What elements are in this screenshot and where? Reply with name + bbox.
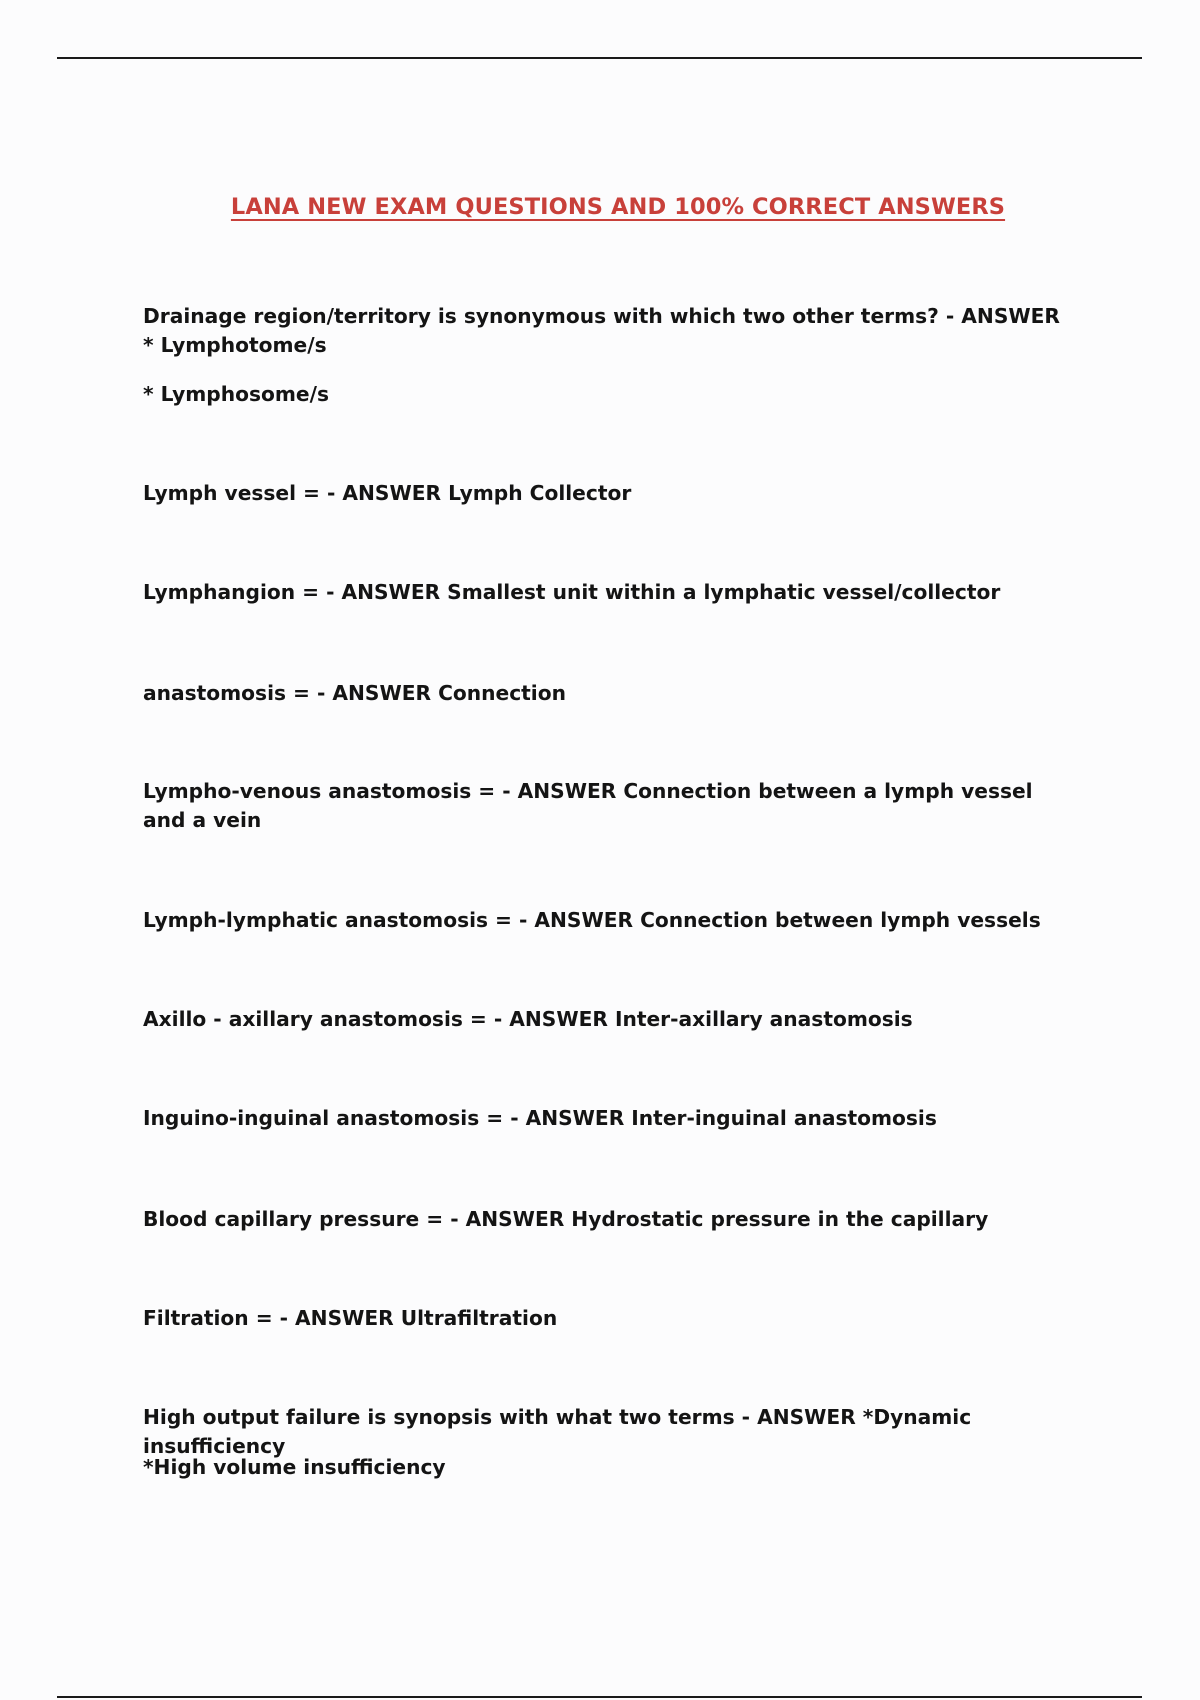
qa-entry-axillo-axillary: Axillo - axillary anastomosis = - ANSWER Inter-axillary anastomosis	[143, 1007, 913, 1031]
footer-rule	[57, 1696, 1142, 1698]
qa-entry-high-volume: *High volume insufficiency	[143, 1455, 446, 1479]
qa-entry-blood-capillary: Blood capillary pressure = - ANSWER Hydrostatic pressure in the capillary	[143, 1207, 989, 1231]
qa-entry-filtration: Filtration = - ANSWER Ultrafiltration	[143, 1306, 558, 1330]
qa-entry-lymphosome: * Lymphosome/s	[143, 382, 329, 406]
qa-entry-high-output-failure: High output failure is synopsis with what two terms - ANSWER *Dynamic insufficiency	[143, 1405, 972, 1458]
header-rule	[57, 57, 1142, 59]
qa-entry-lymph-vessel: Lymph vessel = - ANSWER Lymph Collector	[143, 481, 632, 505]
qa-entry-anastomosis: anastomosis = - ANSWER Connection	[143, 681, 566, 705]
qa-entry-lymph-lymphatic: Lymph-lymphatic anastomosis = - ANSWER Connection between lymph vessels	[143, 908, 1041, 932]
qa-entry-inguino-inguinal: Inguino-inguinal anastomosis = - ANSWER Inter-inguinal anastomosis	[143, 1106, 937, 1130]
qa-entry-lymphangion: Lymphangion = - ANSWER Smallest unit within a lymphatic vessel/collector	[143, 580, 1001, 604]
qa-entry-drainage-region: Drainage region/territory is synonymous with which two other terms? - ANSWER * Lymphotome/s	[143, 304, 1060, 357]
qa-entry-lympho-venous: Lympho-venous anastomosis = - ANSWER Connection between a lymph vessel and a vein	[143, 779, 1033, 832]
document-title: LANA NEW EXAM QUESTIONS AND 100% CORRECT ANSWERS	[230, 194, 1006, 220]
